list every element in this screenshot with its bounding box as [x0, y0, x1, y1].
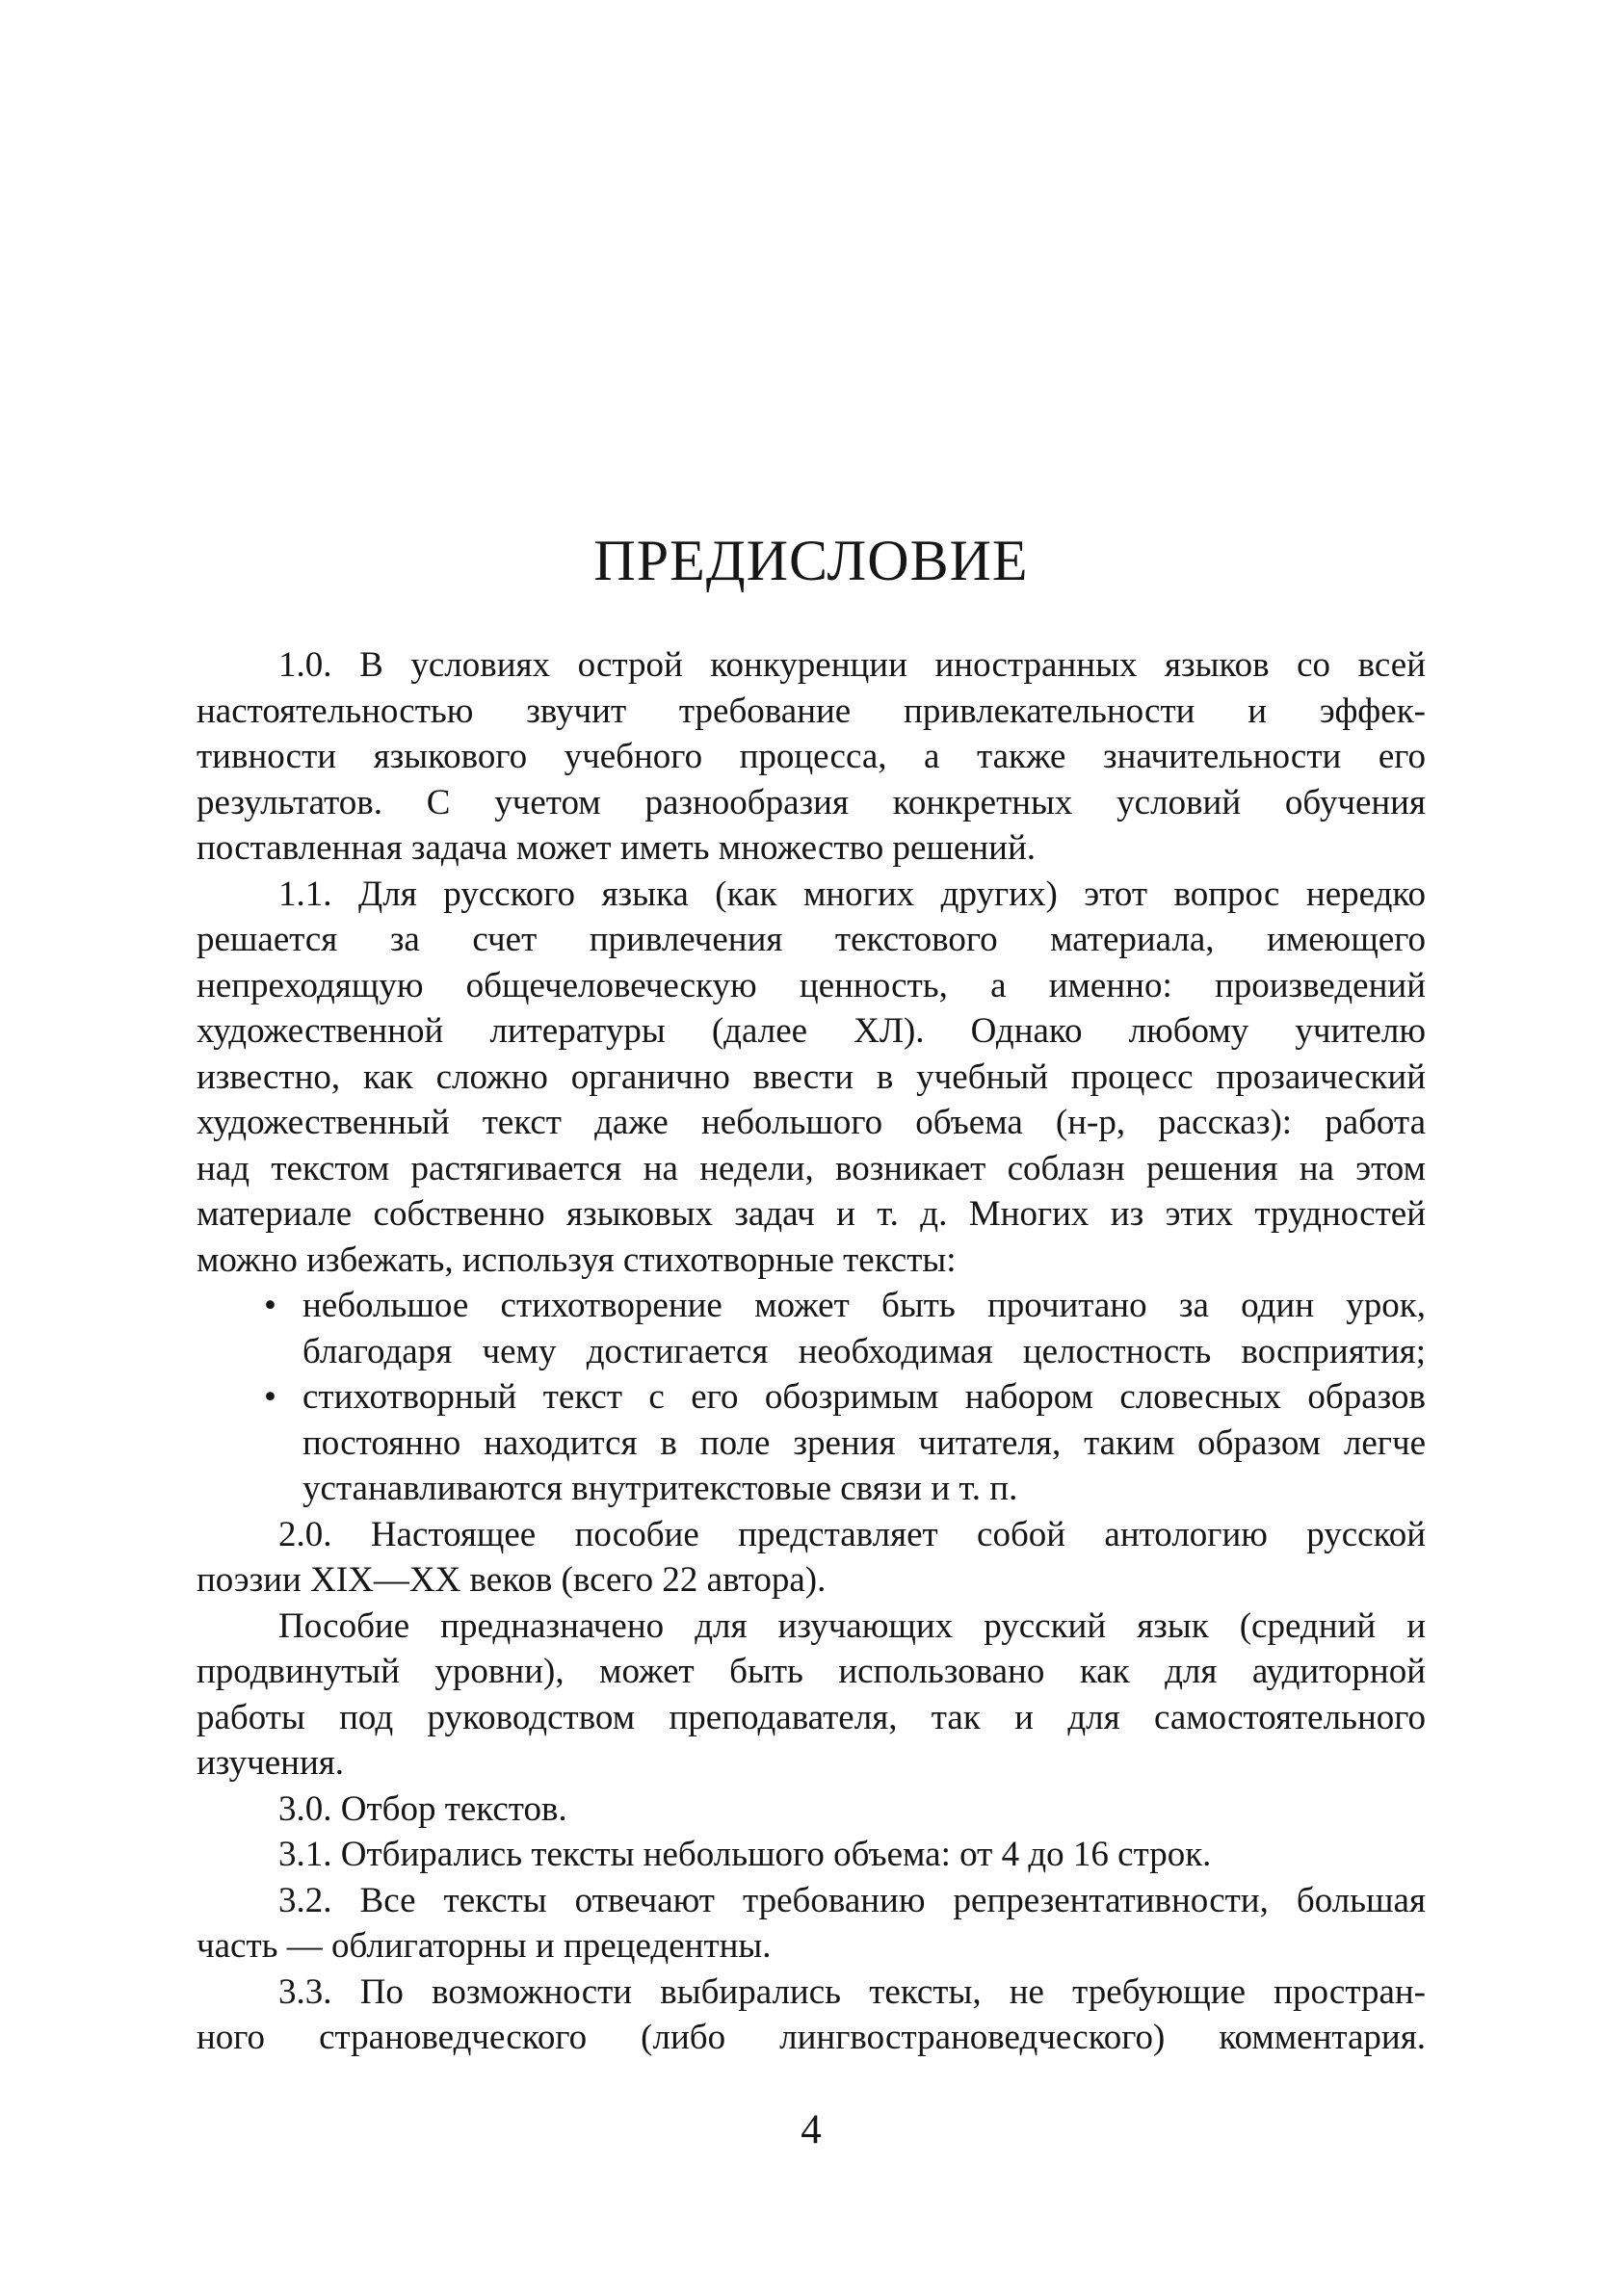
text-line: над текстом растягивается на недели, возникает соблазн решения на этом — [197, 1148, 1426, 1188]
text-line: результатов. С учетом разнообразия конкретных условий обучения — [197, 782, 1426, 822]
text-line: художественный текст даже небольшого объема (н-р, рассказ): работа — [197, 1103, 1426, 1142]
bullet-text: стихотворный текст с его обозримым набором словесных образов — [302, 1377, 1426, 1417]
text-line: 3.0. Отбор текстов. — [278, 1788, 567, 1829]
text-line: 3.1. Отбирались тексты небольшого объема: от 4 до 16 строк. — [278, 1835, 1212, 1874]
bullet-icon: • — [264, 1377, 276, 1417]
bullet-line — [197, 1283, 1426, 1329]
page-number: 4 — [801, 2107, 822, 2152]
text-line: решается за счет привлечения текстового материала, имеющего — [197, 920, 1426, 959]
text-line: непреходящую общечеловеческую ценность, а именно: произведений — [197, 965, 1426, 1005]
text-line: известно, как сложно органично ввести в учебный процесс прозаический — [197, 1057, 1426, 1097]
text-line: благодаря чему достигается необходимая целостность восприятия; — [302, 1331, 1426, 1371]
text-line: настоятельностью звучит требование привлекательности и эффек- — [197, 691, 1426, 731]
bullet-icon: • — [264, 1286, 276, 1325]
text-line: поэзии XIX—XX веков (всего 22 автора). — [197, 1560, 827, 1600]
text-line: постоянно находится в поле зрения читателя, таким образом легче — [302, 1422, 1426, 1463]
text-line: тивности языкового учебного процесса, а также значительности его — [197, 737, 1426, 776]
text-body — [197, 642, 1426, 2061]
text-line: Пособие предназначено для изучающих русский язык (средний и — [278, 1605, 1426, 1646]
text-line: ного страноведческого (либо лингвострановедческого) комментария. — [197, 2018, 1426, 2057]
bullet-line — [197, 1374, 1426, 1421]
text-line: 1.0. В условиях острой конкуренции иностранных языков со всей — [278, 645, 1426, 685]
text-line: 1.1. Для русского языка (как многих других) этот вопрос нередко — [278, 874, 1426, 914]
text-line: продвинутый уровни), может быть использовано как для аудиторной — [197, 1652, 1426, 1691]
text-line: поставленная задача может иметь множество решений. — [197, 828, 1037, 868]
text-line: устанавливаются внутритекстовые связи и т. п. — [302, 1469, 1018, 1508]
page-title: ПРЕДИСЛОВИЕ — [593, 529, 1029, 592]
text-line: часть — облигаторны и прецедентны. — [197, 1926, 772, 1966]
text-line: изучения. — [197, 1743, 345, 1783]
text-line: художественной литературы (далее ХЛ). Однако любому учителю — [197, 1011, 1426, 1051]
bullet-text: небольшое стихотворение может быть прочитано за один урок, — [302, 1286, 1426, 1325]
text-line: 3.2. Все тексты отвечают требованию репрезентативности, большая — [278, 1880, 1426, 1920]
text-line: можно избежать, используя стихотворные тексты: — [197, 1239, 957, 1280]
text-line: материале собственно языковых задач и т. д. Многих из этих трудностей — [197, 1194, 1426, 1234]
text-line: 2.0. Настоящее пособие представляет собой антологию русской — [278, 1514, 1426, 1554]
text-line: 3.3. По возможности выбирались тексты, не требующие простран- — [278, 1971, 1426, 2012]
text-line: работы под руководством преподавателя, так и для самостоятельного — [197, 1697, 1426, 1737]
